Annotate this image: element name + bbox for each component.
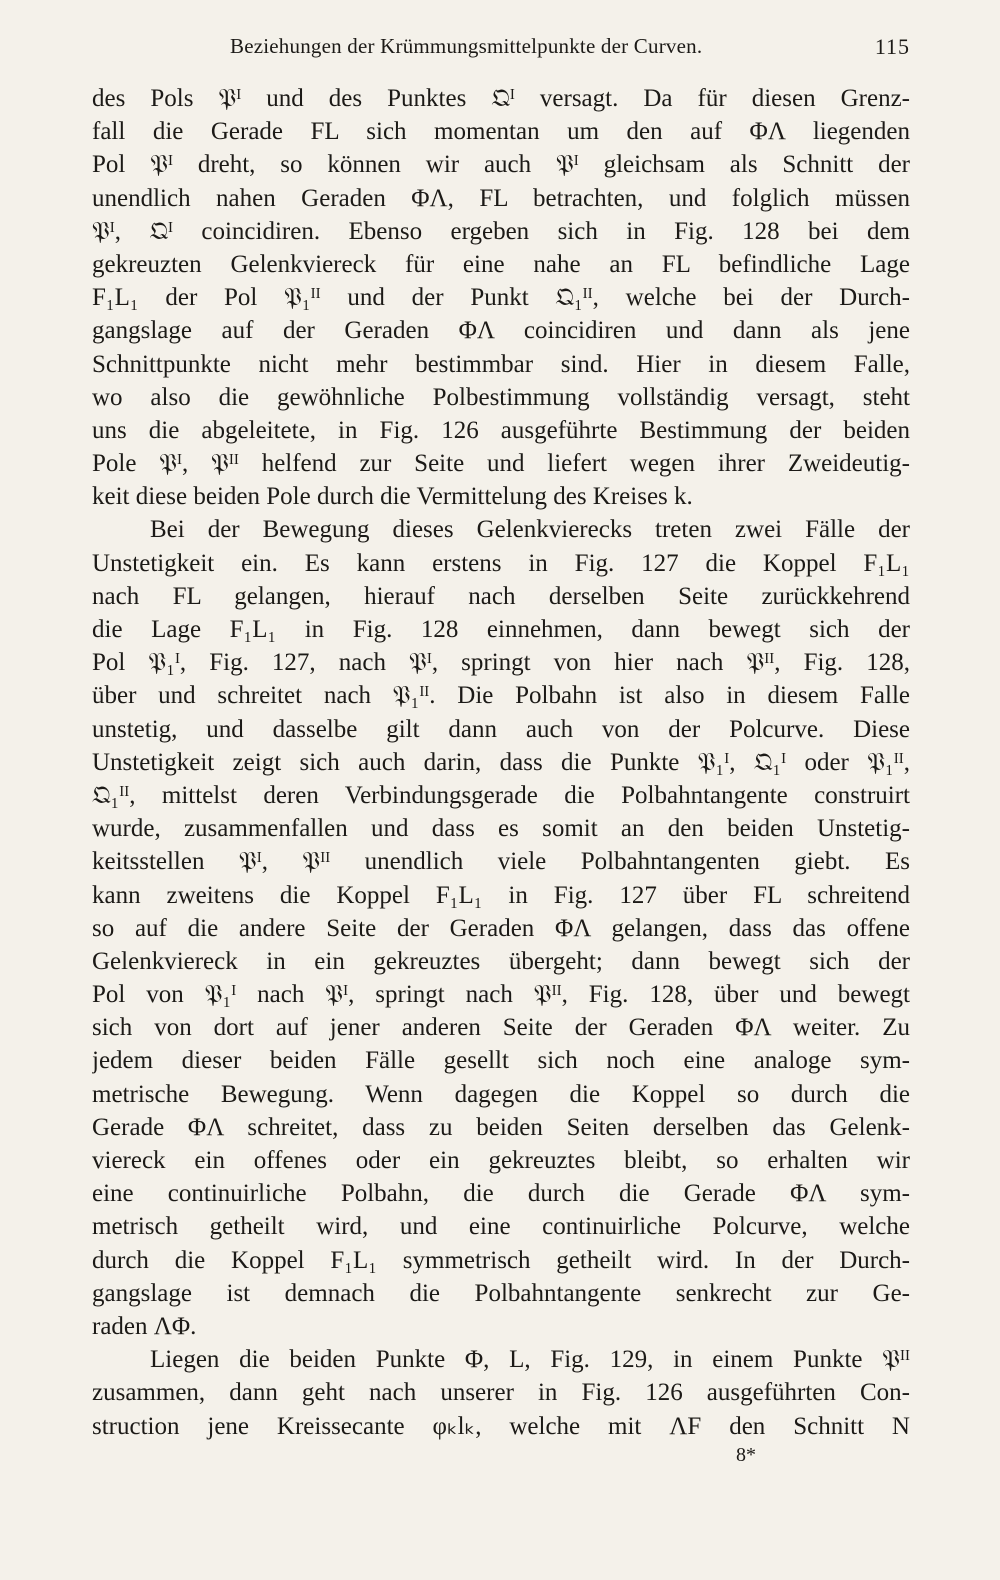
body-text bbox=[92, 82, 910, 1443]
text-line: metrisch getheilt wird, und eine continuirliche Polcurve, welche bbox=[92, 1213, 910, 1241]
text-line: Gerade ΦΛ schreitet, dass zu beiden Seiten derselben das Gelenk- bbox=[92, 1113, 910, 1141]
text-line: Unstetigkeit zeigt sich auch darin, dass die Punkte 𝔓₁ᴵ, 𝔔₁ᴵ oder 𝔓₁ᴵᴵ, bbox=[92, 748, 910, 776]
text-line: viereck ein offenes oder ein gekreuztes bleibt, so erhalten wir bbox=[92, 1147, 910, 1174]
text-line: Unstetigkeit ein. Es kann erstens in Fig. 127 die Koppel F₁L₁ bbox=[92, 549, 910, 577]
text-line: die Lage F₁L₁ in Fig. 128 einnehmen, dann bewegt sich der bbox=[92, 616, 910, 643]
text-line: uns die abgeleitete, in Fig. 126 ausgeführte Bestimmung der beiden bbox=[92, 416, 910, 444]
text-line: des Pols 𝔓ᴵ und des Punktes 𝔔ᴵ versagt. Da für diesen Grenz- bbox=[92, 85, 910, 112]
text-line: kann zweitens die Koppel F₁L₁ in Fig. 127 über FL schreitend bbox=[92, 881, 910, 909]
text-line: F₁L₁ der Pol 𝔓₁ᴵᴵ und der Punkt 𝔔₁ᴵᴵ, welche bei der Durch- bbox=[92, 284, 910, 312]
signature-mark: 8* bbox=[736, 1444, 756, 1466]
text-line: Pol 𝔓₁ᴵ, Fig. 127, nach 𝔓ᴵ, springt von hier nach 𝔓ᴵᴵ, Fig. 128, bbox=[92, 649, 910, 677]
text-line: unendlich nahen Geraden ΦΛ, FL betrachten, und folglich müssen bbox=[92, 184, 910, 212]
text-line: sich von dort auf jener anderen Seite der Geraden ΦΛ weiter. Zu bbox=[92, 1014, 910, 1042]
text-line: raden ΛΦ. bbox=[92, 1312, 197, 1340]
text-line: keit diese beiden Pole durch die Vermittelung des Kreises k. bbox=[92, 483, 693, 511]
text-line: zusammen, dann geht nach unserer in Fig. 126 ausgeführten Con- bbox=[92, 1379, 910, 1407]
text-line: Schnittpunkte nicht mehr bestimmbar sind. Hier in diesem Falle, bbox=[92, 350, 910, 378]
text-line: metrische Bewegung. Wenn dagegen die Koppel so durch die bbox=[92, 1080, 910, 1108]
text-line: struction jene Kreissecante φₖlₖ, welche mit ΛF den Schnitt N bbox=[92, 1412, 910, 1440]
text-line: so auf die andere Seite der Geraden ΦΛ gelangen, dass das offene bbox=[92, 914, 910, 942]
text-line: Pole 𝔓ᴵ, 𝔓ᴵᴵ helfend zur Seite und liefert wegen ihrer Zweideutig- bbox=[92, 450, 910, 478]
running-head bbox=[100, 34, 910, 64]
text-line: Gelenkviereck in ein gekreuztes übergeht; dann bewegt sich der bbox=[92, 947, 910, 975]
text-line: eine continuirliche Polbahn, die durch die Gerade ΦΛ sym- bbox=[92, 1180, 910, 1208]
text-line: Liegen die beiden Punkte Φ, L, Fig. 129, in einem Punkte 𝔓ᴵᴵ bbox=[150, 1346, 910, 1374]
text-line: jedem dieser beiden Fälle gesellt sich noch eine analoge sym- bbox=[92, 1047, 910, 1075]
text-line: gangslage auf der Geraden ΦΛ coincidiren und dann als jene bbox=[92, 317, 910, 345]
text-line: gekreuzten Gelenkviereck für eine nahe an FL befindliche Lage bbox=[92, 250, 910, 278]
text-line: 𝔔₁ᴵᴵ, mittelst deren Verbindungsgerade die Polbahntangente construirt bbox=[92, 781, 910, 809]
text-line: wo also die gewöhnliche Polbestimmung vollständig versagt, steht bbox=[92, 383, 910, 411]
running-title: Beziehungen der Krümmungsmittelpunkte der Curven. bbox=[230, 34, 703, 58]
text-line: unstetig, und dasselbe gilt dann auch von der Polcurve. Diese bbox=[92, 715, 910, 743]
page-number: 115 bbox=[874, 34, 910, 59]
text-line: 𝔓ᴵ, 𝔔ᴵ coincidiren. Ebenso ergeben sich in Fig. 128 bei dem bbox=[92, 217, 910, 245]
text-line: gangslage ist demnach die Polbahntangente senkrecht zur Ge- bbox=[92, 1279, 910, 1307]
text-line: durch die Koppel F₁L₁ symmetrisch getheilt wird. In der Durch- bbox=[92, 1246, 910, 1274]
text-line: fall die Gerade FL sich momentan um den auf ΦΛ liegenden bbox=[92, 118, 910, 146]
text-line: keitsstellen 𝔓ᴵ, 𝔓ᴵᴵ unendlich viele Polbahntangenten giebt. Es bbox=[92, 848, 910, 876]
text-line: nach FL gelangen, hierauf nach derselben Seite zurückkehrend bbox=[92, 582, 910, 610]
text-line: Pol 𝔓ᴵ dreht, so können wir auch 𝔓ᴵ gleichsam als Schnitt der bbox=[92, 151, 910, 179]
text-line: Pol von 𝔓₁ᴵ nach 𝔓ᴵ, springt nach 𝔓ᴵᴵ, Fig. 128, über und bewegt bbox=[92, 981, 910, 1009]
text-line: wurde, zusammenfallen und dass es somit an den beiden Unstetig- bbox=[92, 815, 910, 843]
text-line: Bei der Bewegung dieses Gelenkvierecks treten zwei Fälle der bbox=[150, 516, 910, 544]
text-line: über und schreitet nach 𝔓₁ᴵᴵ. Die Polbahn ist also in diesem Falle bbox=[92, 682, 910, 710]
